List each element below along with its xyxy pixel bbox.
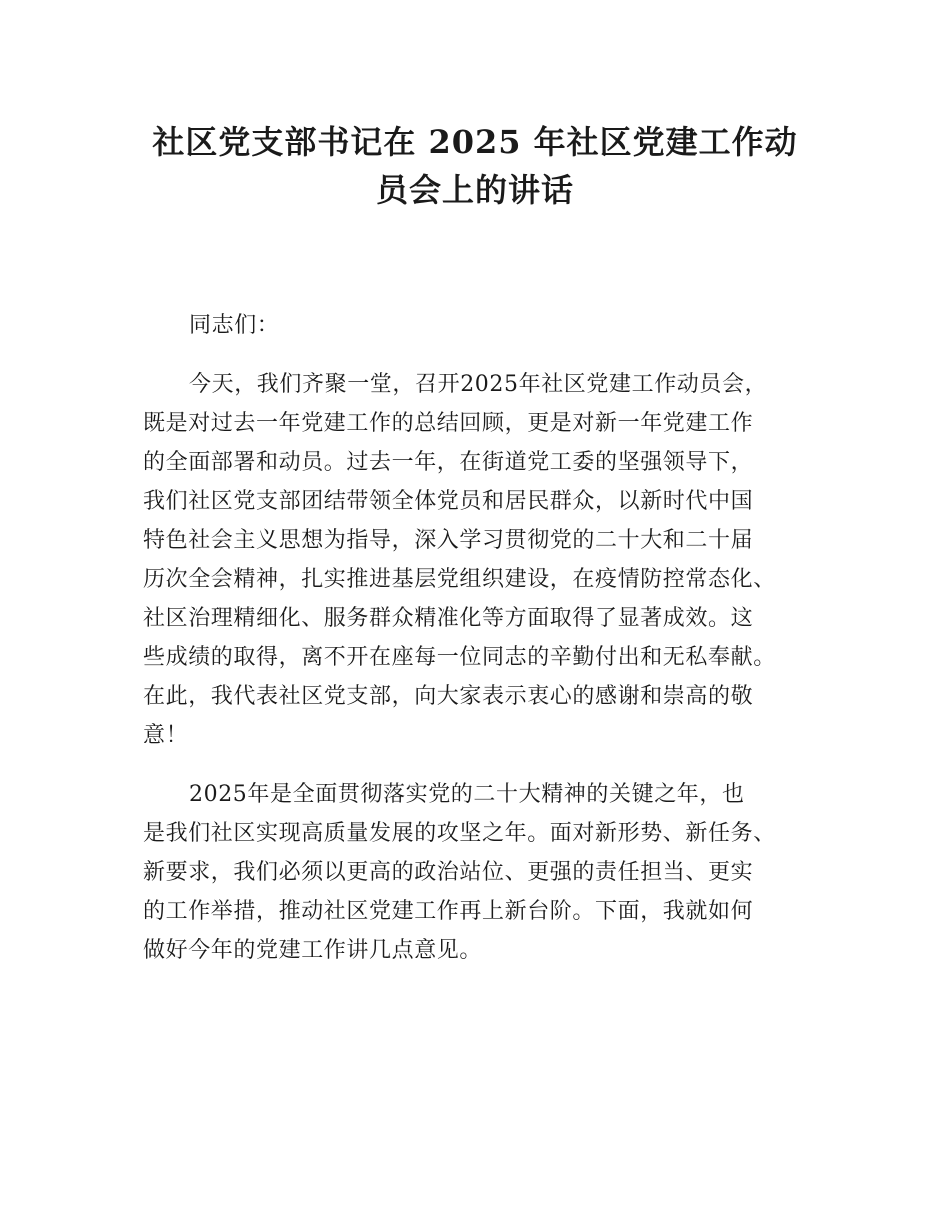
paragraph-line: 是我们社区实现高质量发展的攻坚之年。面对新形势、新任务、 bbox=[143, 821, 776, 846]
paragraph-line: 在此，我代表社区党支部，向大家表示衷心的感谢和崇高的敬 bbox=[143, 684, 754, 709]
title-line: 社区党支部书记在 2025 年社区党建工作动 bbox=[152, 123, 798, 161]
paragraph-line: 的全面部署和动员。过去一年，在街道党工委的坚强领导下， bbox=[143, 450, 754, 475]
paragraph-2 bbox=[143, 775, 833, 970]
document-title bbox=[100, 118, 850, 214]
paragraph-line: 些成绩的取得，离不开在座每一位同志的辛勤付出和无私奉献。 bbox=[143, 645, 776, 670]
greeting-text: 同志们： bbox=[189, 313, 280, 338]
paragraph-line: 历次全会精神，扎实推进基层党组织建设，在疫情防控常态化、 bbox=[143, 567, 776, 592]
paragraph-line: 2025年是全面贯彻落实党的二十大精神的关键之年，也 bbox=[189, 782, 745, 807]
paragraph-line: 新要求，我们必须以更高的政治站位、更强的责任担当、更实 bbox=[143, 860, 754, 885]
paragraph-line: 今天，我们齐聚一堂，召开2025年社区党建工作动员会， bbox=[189, 372, 768, 397]
paragraph-line: 意！ bbox=[143, 723, 189, 748]
greeting bbox=[143, 306, 833, 345]
paragraph-line: 既是对过去一年党建工作的总结回顾，更是对新一年党建工作 bbox=[143, 411, 754, 436]
paragraph-line: 特色社会主义思想为指导，深入学习贯彻党的二十大和二十届 bbox=[143, 528, 754, 553]
paragraph-1 bbox=[143, 365, 833, 755]
paragraph-line: 做好今年的党建工作讲几点意见。 bbox=[143, 938, 483, 963]
paragraph-line: 的工作举措，推动社区党建工作再上新台阶。下面，我就如何 bbox=[143, 899, 754, 924]
paragraph-line: 我们社区党支部团结带领全体党员和居民群众，以新时代中国 bbox=[143, 489, 754, 514]
paragraph-line: 社区治理精细化、服务群众精准化等方面取得了显著成效。这 bbox=[143, 606, 754, 631]
title-line: 员会上的讲话 bbox=[375, 171, 574, 209]
document-body bbox=[143, 306, 833, 990]
